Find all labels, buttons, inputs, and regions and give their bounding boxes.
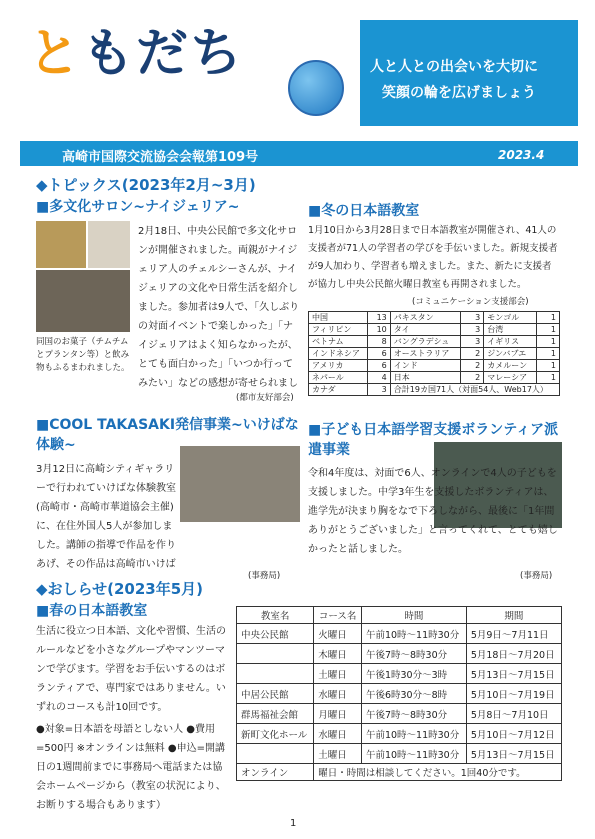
course-time: 午後1時30分～3時 (361, 664, 466, 684)
schedule-header: 時間 (361, 607, 466, 624)
country-name: バングラデシュ (390, 336, 460, 348)
country-count: 2 (461, 372, 484, 384)
country-name: カメルーン (484, 360, 537, 372)
spring-title: ■春の日本語教室 (36, 603, 148, 619)
course-time: 午前10時～11時30分 (361, 624, 466, 644)
country-count: 3 (461, 324, 484, 336)
logo-part2: もだち (82, 24, 245, 84)
salon-body: 2月18日、中央公民館で多文化サロンが開催されました。両親がナイジェリア人のチェルシーさんが、ナイジェリアの文化や日常生活を紹介しました。参加者は9人で、「久しぶりの対面イベントで楽しかった」「ナイジェリアはよく知らなかったが、とても面白かった」「いつか行ってみたい」などの感想が寄せられまし (138, 226, 300, 389)
country-row (309, 348, 560, 360)
course-time: 午前10時～11時30分 (361, 724, 466, 744)
online-note: 曜日・時間は相談してください。1回40分です。 (314, 764, 562, 781)
winter-title: ■冬の日本語教室 (308, 203, 420, 219)
country-name: 台湾 (484, 324, 537, 336)
country-name: ジンバブエ (484, 348, 537, 360)
country-name: カナダ (309, 384, 368, 396)
course-period: 5月9日～7月11日 (466, 624, 561, 644)
country-count: 3 (461, 336, 484, 348)
course-time: 午後6時30分～8時 (361, 684, 466, 704)
country-name: イギリス (484, 336, 537, 348)
classroom-name: 新町文化ホール (237, 724, 314, 744)
country-name: ベトナム (309, 336, 368, 348)
course-period: 5月8日～7月10日 (466, 704, 561, 724)
country-count: 4 (367, 372, 390, 384)
course-name: 水曜日 (314, 684, 362, 704)
classroom-name: 中居公民館 (237, 684, 314, 704)
country-name: 中国 (309, 312, 368, 324)
kids-title: ■子ども日本語学習支援ボランティア派遣事業 (308, 422, 559, 458)
drink-photo (88, 221, 130, 268)
schedule-row (237, 724, 562, 744)
schedule-header: 期間 (466, 607, 561, 624)
kids-body (308, 464, 562, 576)
course-period: 5月18日～7月20日 (466, 644, 561, 664)
country-row (309, 360, 560, 372)
logo (28, 24, 244, 84)
schedule-table (236, 606, 562, 781)
course-name: 火曜日 (314, 624, 362, 644)
schedule-header: 教室名 (237, 607, 314, 624)
course-name: 水曜日 (314, 724, 362, 744)
course-name: 木曜日 (314, 644, 362, 664)
slogan-line2: 笑顔の輪を広げましょう (382, 85, 536, 101)
kids-credit: (事務局) (520, 571, 553, 581)
snack-photo (36, 221, 86, 268)
classroom-name: 中央公民館 (237, 624, 314, 644)
country-name: マレーシア (484, 372, 537, 384)
course-name: 土曜日 (314, 664, 362, 684)
classroom-name: 群馬福祉会館 (237, 704, 314, 724)
course-period: 5月10日～7月19日 (466, 684, 561, 704)
cool-credit: (事務局) (248, 571, 281, 581)
course-period: 5月10日～7月12日 (466, 724, 561, 744)
course-name: 土曜日 (314, 744, 362, 764)
country-count: 1 (537, 372, 560, 384)
slogan-line1: 人と人との出会いを大切に (370, 59, 538, 75)
country-name: タイ (390, 324, 460, 336)
country-count: 2 (461, 348, 484, 360)
newsletter-title: 高崎市国際交流協会会報第109号 (62, 150, 259, 165)
country-name: 日本 (390, 372, 460, 384)
country-name: インド (390, 360, 460, 372)
globe-icon (288, 60, 344, 116)
country-count: 1 (537, 336, 560, 348)
country-count: 10 (367, 324, 390, 336)
logo-part1: と (28, 24, 83, 84)
country-count: 3 (367, 384, 390, 396)
notice-heading: ◆おしらせ(2023年5月) (36, 580, 203, 598)
salon-credit: (都市友好部会) (236, 393, 294, 403)
winter-credit: (コミュニケーション支援部会) (412, 297, 529, 307)
salon-title: ■多文化サロン~ナイジェリア~ (36, 199, 240, 215)
cool-title: ■COOL TAKASAKI発信事業~いけばな体験~ (36, 417, 299, 453)
country-name: モンゴル (484, 312, 537, 324)
classroom-name (237, 644, 314, 664)
schedule-row (237, 684, 562, 704)
country-table (308, 311, 560, 396)
course-time: 午前10時～11時30分 (361, 744, 466, 764)
country-count: 6 (367, 348, 390, 360)
country-count: 1 (537, 324, 560, 336)
online-label: オンライン (237, 764, 314, 781)
country-count: 2 (461, 360, 484, 372)
country-name: インドネシア (309, 348, 368, 360)
schedule-row (237, 624, 562, 644)
country-count: 3 (461, 312, 484, 324)
issue-date: 2023.4 (498, 148, 545, 162)
salon-caption: 同国のお菓子（チムチムとプランタン等）と飲み物もふるまわれました。 (36, 337, 130, 373)
country-row (309, 324, 560, 336)
course-period: 5月13日～7月15日 (466, 664, 561, 684)
cool-body-text: 3月12日に高崎シティギャラリーで行われていけばな体験教室(高崎市・高崎市華道協会主催)に、在住外国人5人が参加しました。講師の指導で作品を作りあげ、その作品は高崎市いけば (36, 464, 176, 570)
schedule-row (237, 644, 562, 664)
page-number: 1 (290, 818, 297, 829)
country-name: パキスタン (390, 312, 460, 324)
country-name: アメリカ (309, 360, 368, 372)
course-time: 午後7時～8時30分 (361, 704, 466, 724)
kids-body-text: 令和4年度は、対面で6人、オンラインで4人の子どもを支援しました。中学3年生を支援したボランティアは、進学先が決まり胸をなで下ろしながら、最後に「1年間ありがとうございました」と言ってくれて、とても嬉しかったと話しました。 (308, 468, 558, 555)
country-count: 6 (367, 360, 390, 372)
country-row-last (309, 384, 560, 396)
country-count: 13 (367, 312, 390, 324)
country-row (309, 312, 560, 324)
country-count: 1 (537, 312, 560, 324)
topics-heading: ◆トピックス(2023年2月~3月) (36, 176, 256, 194)
country-row (309, 372, 560, 384)
spring-body-2: ●対象=日本語を母語としない人 ●費用=500円 ※オンラインは無料 ●申込=開講日の1週間前までに事務局へ電話または協会ホームページから（教室の状況により、お断りする場合もあります） (36, 724, 226, 811)
schedule-header: コース名 (314, 607, 362, 624)
classroom-name (237, 744, 314, 764)
spring-body-1: 生活に役立つ日本語、文化や習慣、生活のルールなどを小さなグループやマンツーマンで学びます。学習をお手伝いするのはボランティアで、専門家ではありません。いずれのコースも計10回です。 (36, 626, 226, 713)
schedule-row (237, 704, 562, 724)
country-count: 8 (367, 336, 390, 348)
course-name: 月曜日 (314, 704, 362, 724)
cool-body (36, 460, 302, 570)
country-name: オーストラリア (390, 348, 460, 360)
speaker-photo (36, 270, 130, 332)
winter-body: 1月10日から3月28日まで日本語教室が開催され、41人の支援者が71人の学習者の学びを手伝いました。新規支援者が9人加わり、学習者も増えました。また、新たに支援者が協力し中央公民館火曜日教室も再開されました。 (308, 225, 558, 290)
course-period: 5月13日～7月15日 (466, 744, 561, 764)
schedule-row (237, 664, 562, 684)
course-time: 午後7時～8時30分 (361, 644, 466, 664)
schedule-row (237, 744, 562, 764)
country-row (309, 336, 560, 348)
country-name: ネパール (309, 372, 368, 384)
country-total: 合計19カ国71人（対面54人、Web17人） (390, 384, 559, 396)
classroom-name (237, 664, 314, 684)
country-count: 1 (537, 360, 560, 372)
country-count: 1 (537, 348, 560, 360)
schedule-row-online (237, 764, 562, 781)
country-name: フィリピン (309, 324, 368, 336)
